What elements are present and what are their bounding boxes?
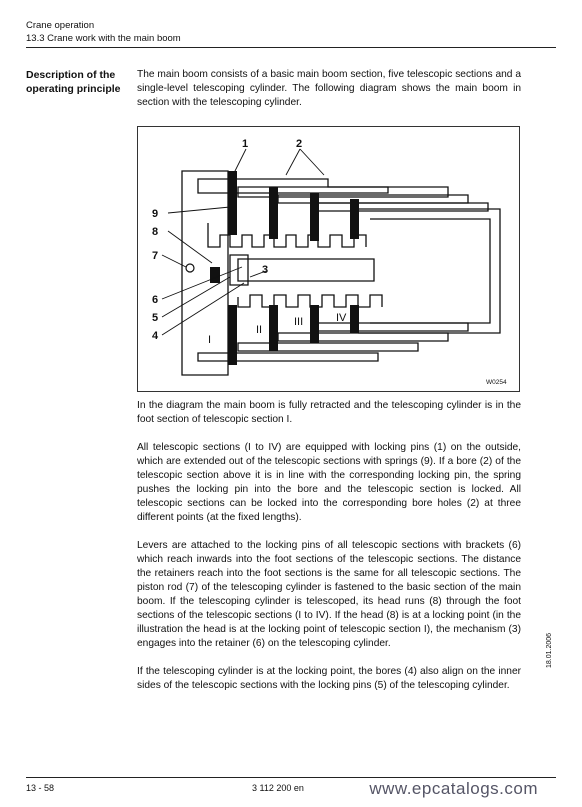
section-label-I: I	[208, 334, 212, 346]
callout-4: 4	[152, 330, 159, 342]
header-chapter: Crane operation	[26, 20, 95, 31]
locking-pin-IV	[350, 199, 359, 239]
piston-rod-end	[186, 264, 194, 272]
telescoping-cylinder	[238, 259, 374, 281]
figure-code: W0254	[486, 379, 507, 386]
paragraph-2: All telescopic sections (I to IV) are equipped with locking pins (1) on the outside, which are extended out of the telescopic sections with springs (9). If a bore (2) of the telescopic section above it is in line with the corresponding locking pin, the spring pushes the locking pin into the bore and the telescopic section is locked. All telescopic sections can be locked into the corresponding bore holes (2) at three different points (at the fixed lengths).	[137, 442, 521, 523]
paragraph-3: Levers are attached to the locking pins of all telescopic sections with brackets (6) which reach inwards into the foot sections of the telescopic sections. The distance the retainers reach into the foot sections is the same for all telescopic sections. The piston rod (7) of the telescoping cylinder is fastened to the basic section of the main boom. If the telescoping cylinder is telescoped, its head runs (8) through the foot sections of the telescopic sections (I to IV). If the head (8) is at a locking point (in the illustration the head is at the locking point of telescopic section I), the mechanism (3) engages into the retainer (6) on the telescoping cylinder.	[137, 540, 521, 649]
locking-pin-III	[310, 193, 319, 241]
lower-pin-III	[310, 305, 319, 343]
callout-1: 1	[242, 138, 249, 150]
lower-pin-IV	[350, 305, 359, 333]
footer-rule	[26, 777, 556, 778]
locking-pin-I	[228, 171, 237, 235]
header-section: 13.3 Crane work with the main boom	[26, 33, 181, 44]
section-lower-4	[313, 323, 468, 331]
page-number: 13 - 58	[26, 783, 55, 793]
running-header	[26, 19, 181, 45]
watermark: www.epcatalogs.com	[369, 779, 538, 798]
side-heading: Description of the operating principle	[26, 69, 121, 95]
retainer-block	[210, 267, 220, 283]
document-number: 3 112 200 en	[252, 783, 304, 793]
body-text	[137, 399, 521, 707]
section-lower-2	[238, 343, 418, 351]
boom-section-drawing	[138, 127, 519, 391]
section-lower-3	[278, 333, 448, 341]
callout-9: 9	[152, 208, 159, 220]
callout-2: 2	[296, 138, 303, 150]
callout-3: 3	[262, 264, 269, 276]
section-label-IV: IV	[336, 312, 347, 324]
section-label-III: III	[294, 316, 304, 328]
callout-6: 6	[152, 294, 159, 306]
section-III-outline	[278, 195, 468, 203]
basic-section-outline	[182, 171, 228, 375]
section-label-II: II	[256, 324, 263, 336]
callout-5: 5	[152, 312, 159, 324]
callout-8: 8	[152, 226, 159, 238]
locking-pin-II	[269, 187, 278, 239]
lower-pin-I	[228, 305, 237, 365]
section-lower-1	[198, 353, 378, 361]
paragraph-4: If the telescoping cylinder is at the locking point, the bores (4) also align on the inner sides of the telescopic sections with the locking pins (5) of the telescoping cylinder.	[137, 666, 521, 691]
date-stamp: 18.01.2006	[546, 632, 553, 668]
head-section-box	[358, 209, 500, 333]
header-rule	[26, 47, 556, 48]
intro-paragraph: The main boom consists of a basic main boom section, five telescopic sections and a single-level telescoping cylinder. The following diagram shows the main boom in section with the telescoping cylinder.	[137, 69, 521, 108]
lower-pin-II	[269, 305, 278, 351]
callout-7: 7	[152, 250, 159, 262]
section-IV-outline	[313, 203, 488, 211]
section-I-outline	[198, 179, 388, 193]
boom-diagram	[137, 126, 520, 392]
head-section-inner	[370, 219, 490, 323]
paragraph-1: In the diagram the main boom is fully retracted and the telescoping cylinder is in the foot section of telescopic section I.	[137, 400, 521, 425]
